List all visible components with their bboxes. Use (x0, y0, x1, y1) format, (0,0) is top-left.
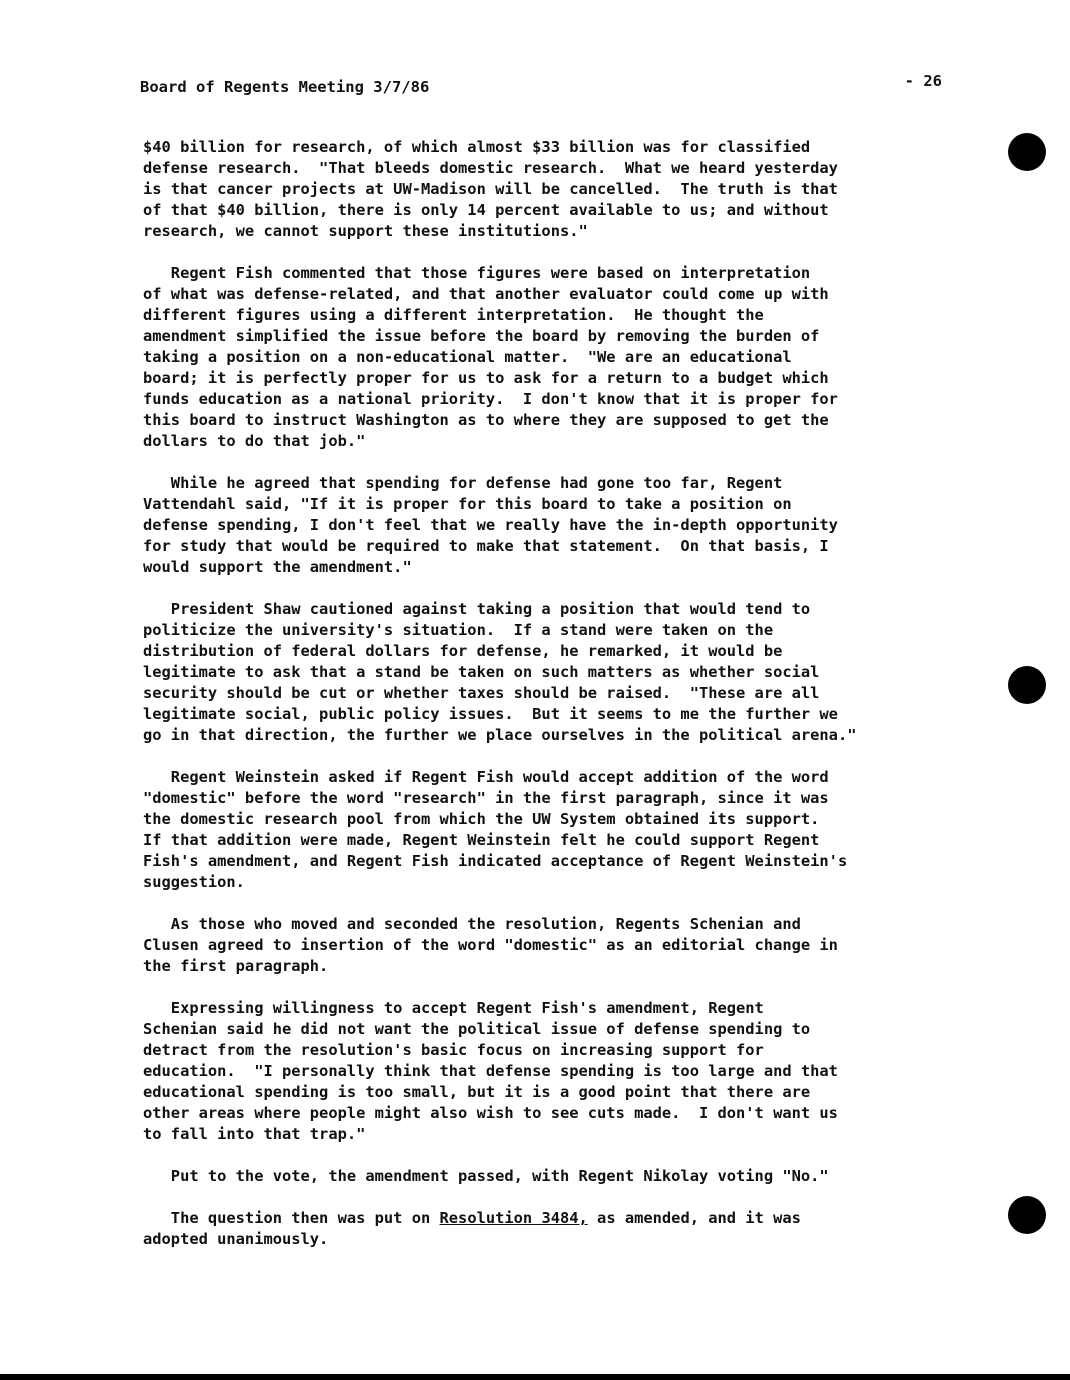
text-line: legitimate to ask that a stand be taken on such matters as whether social (143, 663, 820, 681)
text-line: Regent Fish commented that those figures were based on interpretation (143, 264, 811, 282)
text-line: is that cancer projects at UW-Madison will be cancelled. The truth is that (143, 180, 838, 198)
text-line: of that $40 billion, there is only 14 percent available to us; and without (143, 201, 829, 219)
text-line: defense research. "That bleeds domestic research. What we heard yesterday (143, 159, 838, 177)
text-line: $40 billion for research, of which almost $33 billion was for classified (143, 138, 811, 156)
text-line: If that addition were made, Regent Weinstein felt he could support Regent (143, 831, 820, 849)
text-line: different figures using a different interpretation. He thought the (143, 306, 764, 324)
binder-hole (1008, 666, 1046, 704)
text-span: The question then was put on (143, 1209, 440, 1227)
text-line: defense spending, I don't feel that we really have the in-depth opportunity (143, 516, 838, 534)
page-number: - 26 (904, 72, 942, 90)
text-line: Regent Weinstein asked if Regent Fish would accept addition of the word (143, 768, 829, 786)
paragraph (143, 137, 943, 242)
text-line: dollars to do that job." (143, 432, 366, 450)
text-line: of what was defense-related, and that another evaluator could come up with (143, 285, 829, 303)
text-line: Expressing willingness to accept Regent Fish's amendment, Regent (143, 999, 764, 1017)
text-line: would support the amendment." (143, 558, 412, 576)
paragraph (143, 473, 943, 578)
text-line: detract from the resolution's basic focus on increasing support for (143, 1041, 764, 1059)
paragraph (143, 914, 943, 977)
text-line: this board to instruct Washington as to where they are supposed to get the (143, 411, 829, 429)
text-line: Fish's amendment, and Regent Fish indicated acceptance of Regent Weinstein's (143, 852, 848, 870)
text-line: legitimate social, public policy issues. But it seems to me the further we (143, 705, 838, 723)
text-line: security should be cut or whether taxes should be raised. "These are all (143, 684, 820, 702)
paragraph (143, 998, 943, 1145)
text-line: While he agreed that spending for defense had gone too far, Regent (143, 474, 783, 492)
text-line: to fall into that trap." (143, 1125, 366, 1143)
paragraph (143, 599, 943, 746)
text-line: the first paragraph. (143, 957, 329, 975)
binder-hole (1008, 1196, 1046, 1234)
paragraph (143, 767, 943, 893)
text-line: go in that direction, the further we place ourselves in the political arena." (143, 726, 857, 744)
text-line: taking a position on a non-educational matter. "We are an educational (143, 348, 792, 366)
text-line: amendment simplified the issue before the board by removing the burden of (143, 327, 820, 345)
text-line: suggestion. (143, 873, 245, 891)
text-line: the domestic research pool from which the UW System obtained its support. (143, 810, 820, 828)
text-line: educational spending is too small, but it is a good point that there are (143, 1083, 811, 1101)
text-line: Clusen agreed to insertion of the word "domestic" as an editorial change in (143, 936, 838, 954)
text-line: other areas where people might also wish to see cuts made. I don't want us (143, 1104, 838, 1122)
text-line: President Shaw cautioned against taking a position that would tend to (143, 600, 811, 618)
text-line: As those who moved and seconded the resolution, Regents Schenian and (143, 915, 801, 933)
minutes-body (143, 137, 943, 1250)
paragraph (143, 1208, 943, 1250)
text-line: education. "I personally think that defense spending is too large and that (143, 1062, 838, 1080)
text-line: adopted unanimously. (143, 1230, 329, 1248)
header-title: Board of Regents Meeting 3/7/86 (140, 78, 430, 96)
paragraph (143, 1166, 943, 1187)
binder-hole (1008, 133, 1046, 171)
text-line: Schenian said he did not want the political issue of defense spending to (143, 1020, 811, 1038)
resolution-reference: Resolution 3484, (439, 1209, 588, 1227)
text-line: for study that would be required to make that statement. On that basis, I (143, 537, 829, 555)
text-line: Put to the vote, the amendment passed, with Regent Nikolay voting "No." (143, 1167, 829, 1185)
text-line: board; it is perfectly proper for us to ask for a return to a budget which (143, 369, 829, 387)
paragraph (143, 263, 943, 452)
text-line: "domestic" before the word "research" in the first paragraph, since it was (143, 789, 829, 807)
text-line: research, we cannot support these institutions." (143, 222, 588, 240)
text-line: funds education as a national priority. I don't know that it is proper for (143, 390, 838, 408)
text-span: as amended, and it was (587, 1209, 801, 1227)
text-line: distribution of federal dollars for defense, he remarked, it would be (143, 642, 783, 660)
text-line (143, 1208, 943, 1229)
scan-edge (0, 1374, 1070, 1380)
text-line: Vattendahl said, "If it is proper for this board to take a position on (143, 495, 792, 513)
page-header (140, 72, 942, 96)
text-line: politicize the university's situation. If a stand were taken on the (143, 621, 774, 639)
